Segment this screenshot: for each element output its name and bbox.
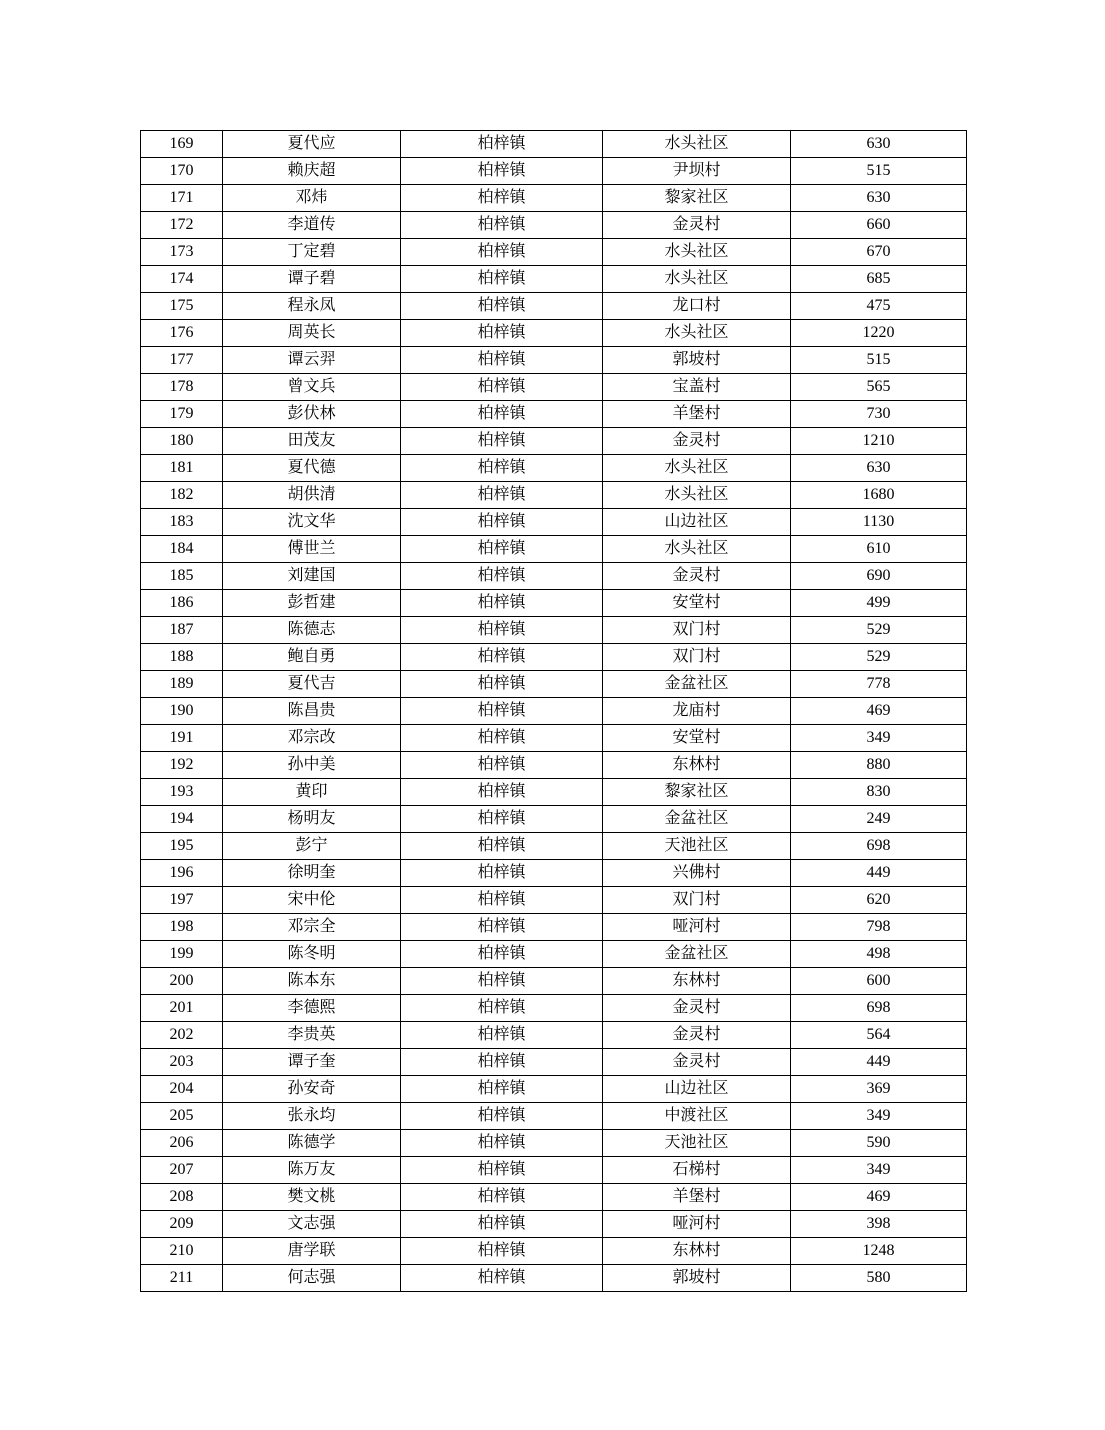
row-number-cell: 209 bbox=[141, 1211, 223, 1238]
name-cell: 周英长 bbox=[223, 320, 401, 347]
village-cell: 尹坝村 bbox=[603, 158, 791, 185]
village-cell: 水头社区 bbox=[603, 482, 791, 509]
amount-cell: 610 bbox=[791, 536, 967, 563]
row-number-cell: 178 bbox=[141, 374, 223, 401]
amount-cell: 798 bbox=[791, 914, 967, 941]
town-cell: 柏梓镇 bbox=[401, 131, 603, 158]
town-cell: 柏梓镇 bbox=[401, 185, 603, 212]
name-cell: 沈文华 bbox=[223, 509, 401, 536]
amount-cell: 565 bbox=[791, 374, 967, 401]
town-cell: 柏梓镇 bbox=[401, 536, 603, 563]
amount-cell: 590 bbox=[791, 1130, 967, 1157]
row-number-cell: 177 bbox=[141, 347, 223, 374]
amount-cell: 880 bbox=[791, 752, 967, 779]
amount-cell: 349 bbox=[791, 725, 967, 752]
name-cell: 宋中伦 bbox=[223, 887, 401, 914]
town-cell: 柏梓镇 bbox=[401, 725, 603, 752]
table-row bbox=[141, 239, 967, 266]
village-cell: 水头社区 bbox=[603, 239, 791, 266]
village-cell: 天池社区 bbox=[603, 833, 791, 860]
village-cell: 水头社区 bbox=[603, 266, 791, 293]
amount-cell: 449 bbox=[791, 1049, 967, 1076]
name-cell: 程永凤 bbox=[223, 293, 401, 320]
row-number-cell: 173 bbox=[141, 239, 223, 266]
table-row bbox=[141, 428, 967, 455]
village-cell: 东林村 bbox=[603, 752, 791, 779]
town-cell: 柏梓镇 bbox=[401, 617, 603, 644]
table-row bbox=[141, 806, 967, 833]
town-cell: 柏梓镇 bbox=[401, 1211, 603, 1238]
amount-cell: 349 bbox=[791, 1103, 967, 1130]
town-cell: 柏梓镇 bbox=[401, 266, 603, 293]
name-cell: 陈德志 bbox=[223, 617, 401, 644]
row-number-cell: 176 bbox=[141, 320, 223, 347]
village-cell: 水头社区 bbox=[603, 455, 791, 482]
town-cell: 柏梓镇 bbox=[401, 1049, 603, 1076]
town-cell: 柏梓镇 bbox=[401, 590, 603, 617]
town-cell: 柏梓镇 bbox=[401, 239, 603, 266]
town-cell: 柏梓镇 bbox=[401, 779, 603, 806]
row-number-cell: 202 bbox=[141, 1022, 223, 1049]
village-cell: 水头社区 bbox=[603, 536, 791, 563]
name-cell: 陈冬明 bbox=[223, 941, 401, 968]
amount-cell: 685 bbox=[791, 266, 967, 293]
amount-cell: 529 bbox=[791, 644, 967, 671]
table-row bbox=[141, 779, 967, 806]
amount-cell: 498 bbox=[791, 941, 967, 968]
name-cell: 邓炜 bbox=[223, 185, 401, 212]
amount-cell: 515 bbox=[791, 158, 967, 185]
amount-cell: 564 bbox=[791, 1022, 967, 1049]
town-cell: 柏梓镇 bbox=[401, 1130, 603, 1157]
table-row bbox=[141, 1157, 967, 1184]
name-cell: 谭子碧 bbox=[223, 266, 401, 293]
table-row bbox=[141, 833, 967, 860]
town-cell: 柏梓镇 bbox=[401, 752, 603, 779]
town-cell: 柏梓镇 bbox=[401, 563, 603, 590]
amount-cell: 1220 bbox=[791, 320, 967, 347]
amount-cell: 670 bbox=[791, 239, 967, 266]
village-cell: 山边社区 bbox=[603, 1076, 791, 1103]
row-number-cell: 195 bbox=[141, 833, 223, 860]
row-number-cell: 174 bbox=[141, 266, 223, 293]
name-cell: 刘建国 bbox=[223, 563, 401, 590]
name-cell: 夏代应 bbox=[223, 131, 401, 158]
amount-cell: 600 bbox=[791, 968, 967, 995]
table-row bbox=[141, 671, 967, 698]
table-row bbox=[141, 860, 967, 887]
village-cell: 金灵村 bbox=[603, 1049, 791, 1076]
name-cell: 夏代吉 bbox=[223, 671, 401, 698]
town-cell: 柏梓镇 bbox=[401, 941, 603, 968]
village-cell: 双门村 bbox=[603, 887, 791, 914]
name-cell: 文志强 bbox=[223, 1211, 401, 1238]
village-cell: 哑河村 bbox=[603, 1211, 791, 1238]
town-cell: 柏梓镇 bbox=[401, 887, 603, 914]
town-cell: 柏梓镇 bbox=[401, 509, 603, 536]
table-row bbox=[141, 887, 967, 914]
table-row bbox=[141, 617, 967, 644]
village-cell: 金灵村 bbox=[603, 212, 791, 239]
village-cell: 宝盖村 bbox=[603, 374, 791, 401]
village-cell: 天池社区 bbox=[603, 1130, 791, 1157]
records-table-body bbox=[141, 131, 967, 1292]
village-cell: 黎家社区 bbox=[603, 185, 791, 212]
table-row bbox=[141, 320, 967, 347]
amount-cell: 469 bbox=[791, 1184, 967, 1211]
row-number-cell: 191 bbox=[141, 725, 223, 752]
town-cell: 柏梓镇 bbox=[401, 1022, 603, 1049]
row-number-cell: 187 bbox=[141, 617, 223, 644]
village-cell: 郭坡村 bbox=[603, 347, 791, 374]
row-number-cell: 197 bbox=[141, 887, 223, 914]
table-row bbox=[141, 1265, 967, 1292]
table-row bbox=[141, 455, 967, 482]
records-table-container bbox=[140, 130, 967, 1292]
table-row bbox=[141, 752, 967, 779]
amount-cell: 698 bbox=[791, 833, 967, 860]
table-row bbox=[141, 1238, 967, 1265]
amount-cell: 449 bbox=[791, 860, 967, 887]
table-row bbox=[141, 1076, 967, 1103]
name-cell: 谭云羿 bbox=[223, 347, 401, 374]
row-number-cell: 188 bbox=[141, 644, 223, 671]
row-number-cell: 184 bbox=[141, 536, 223, 563]
village-cell: 郭坡村 bbox=[603, 1265, 791, 1292]
town-cell: 柏梓镇 bbox=[401, 455, 603, 482]
table-row bbox=[141, 1022, 967, 1049]
name-cell: 陈昌贵 bbox=[223, 698, 401, 725]
village-cell: 金灵村 bbox=[603, 563, 791, 590]
amount-cell: 469 bbox=[791, 698, 967, 725]
table-row bbox=[141, 131, 967, 158]
village-cell: 羊堡村 bbox=[603, 401, 791, 428]
row-number-cell: 199 bbox=[141, 941, 223, 968]
name-cell: 鲍自勇 bbox=[223, 644, 401, 671]
name-cell: 李贵英 bbox=[223, 1022, 401, 1049]
name-cell: 何志强 bbox=[223, 1265, 401, 1292]
name-cell: 张永均 bbox=[223, 1103, 401, 1130]
village-cell: 金盆社区 bbox=[603, 671, 791, 698]
village-cell: 东林村 bbox=[603, 968, 791, 995]
row-number-cell: 203 bbox=[141, 1049, 223, 1076]
town-cell: 柏梓镇 bbox=[401, 428, 603, 455]
village-cell: 中渡社区 bbox=[603, 1103, 791, 1130]
village-cell: 金盆社区 bbox=[603, 941, 791, 968]
row-number-cell: 190 bbox=[141, 698, 223, 725]
row-number-cell: 205 bbox=[141, 1103, 223, 1130]
row-number-cell: 206 bbox=[141, 1130, 223, 1157]
village-cell: 黎家社区 bbox=[603, 779, 791, 806]
amount-cell: 1210 bbox=[791, 428, 967, 455]
village-cell: 金灵村 bbox=[603, 428, 791, 455]
town-cell: 柏梓镇 bbox=[401, 320, 603, 347]
town-cell: 柏梓镇 bbox=[401, 158, 603, 185]
name-cell: 徐明奎 bbox=[223, 860, 401, 887]
town-cell: 柏梓镇 bbox=[401, 401, 603, 428]
row-number-cell: 196 bbox=[141, 860, 223, 887]
row-number-cell: 211 bbox=[141, 1265, 223, 1292]
table-row bbox=[141, 941, 967, 968]
town-cell: 柏梓镇 bbox=[401, 293, 603, 320]
table-row bbox=[141, 266, 967, 293]
row-number-cell: 170 bbox=[141, 158, 223, 185]
name-cell: 李道传 bbox=[223, 212, 401, 239]
row-number-cell: 204 bbox=[141, 1076, 223, 1103]
name-cell: 杨明友 bbox=[223, 806, 401, 833]
table-row bbox=[141, 590, 967, 617]
amount-cell: 830 bbox=[791, 779, 967, 806]
village-cell: 水头社区 bbox=[603, 131, 791, 158]
name-cell: 陈万友 bbox=[223, 1157, 401, 1184]
name-cell: 孙安奇 bbox=[223, 1076, 401, 1103]
village-cell: 兴佛村 bbox=[603, 860, 791, 887]
amount-cell: 475 bbox=[791, 293, 967, 320]
table-row bbox=[141, 725, 967, 752]
name-cell: 孙中美 bbox=[223, 752, 401, 779]
name-cell: 邓宗全 bbox=[223, 914, 401, 941]
row-number-cell: 201 bbox=[141, 995, 223, 1022]
village-cell: 金灵村 bbox=[603, 1022, 791, 1049]
name-cell: 彭宁 bbox=[223, 833, 401, 860]
village-cell: 水头社区 bbox=[603, 320, 791, 347]
name-cell: 陈本东 bbox=[223, 968, 401, 995]
table-row bbox=[141, 158, 967, 185]
village-cell: 羊堡村 bbox=[603, 1184, 791, 1211]
records-table bbox=[140, 130, 967, 1292]
town-cell: 柏梓镇 bbox=[401, 1103, 603, 1130]
table-row bbox=[141, 698, 967, 725]
amount-cell: 349 bbox=[791, 1157, 967, 1184]
amount-cell: 1130 bbox=[791, 509, 967, 536]
town-cell: 柏梓镇 bbox=[401, 347, 603, 374]
town-cell: 柏梓镇 bbox=[401, 482, 603, 509]
town-cell: 柏梓镇 bbox=[401, 1184, 603, 1211]
table-row bbox=[141, 644, 967, 671]
name-cell: 彭伏林 bbox=[223, 401, 401, 428]
table-row bbox=[141, 968, 967, 995]
name-cell: 唐学联 bbox=[223, 1238, 401, 1265]
village-cell: 山边社区 bbox=[603, 509, 791, 536]
amount-cell: 630 bbox=[791, 455, 967, 482]
town-cell: 柏梓镇 bbox=[401, 1076, 603, 1103]
table-row bbox=[141, 995, 967, 1022]
table-row bbox=[141, 563, 967, 590]
row-number-cell: 175 bbox=[141, 293, 223, 320]
village-cell: 东林村 bbox=[603, 1238, 791, 1265]
village-cell: 安堂村 bbox=[603, 590, 791, 617]
town-cell: 柏梓镇 bbox=[401, 860, 603, 887]
name-cell: 田茂友 bbox=[223, 428, 401, 455]
name-cell: 陈德学 bbox=[223, 1130, 401, 1157]
amount-cell: 515 bbox=[791, 347, 967, 374]
table-row bbox=[141, 1049, 967, 1076]
amount-cell: 1248 bbox=[791, 1238, 967, 1265]
name-cell: 樊文桃 bbox=[223, 1184, 401, 1211]
row-number-cell: 172 bbox=[141, 212, 223, 239]
name-cell: 曾文兵 bbox=[223, 374, 401, 401]
amount-cell: 398 bbox=[791, 1211, 967, 1238]
amount-cell: 660 bbox=[791, 212, 967, 239]
amount-cell: 630 bbox=[791, 131, 967, 158]
town-cell: 柏梓镇 bbox=[401, 374, 603, 401]
name-cell: 傅世兰 bbox=[223, 536, 401, 563]
town-cell: 柏梓镇 bbox=[401, 644, 603, 671]
village-cell: 哑河村 bbox=[603, 914, 791, 941]
row-number-cell: 210 bbox=[141, 1238, 223, 1265]
name-cell: 赖庆超 bbox=[223, 158, 401, 185]
name-cell: 黄印 bbox=[223, 779, 401, 806]
row-number-cell: 194 bbox=[141, 806, 223, 833]
table-row bbox=[141, 374, 967, 401]
row-number-cell: 183 bbox=[141, 509, 223, 536]
row-number-cell: 186 bbox=[141, 590, 223, 617]
row-number-cell: 198 bbox=[141, 914, 223, 941]
name-cell: 夏代德 bbox=[223, 455, 401, 482]
table-row bbox=[141, 401, 967, 428]
amount-cell: 580 bbox=[791, 1265, 967, 1292]
town-cell: 柏梓镇 bbox=[401, 968, 603, 995]
table-row bbox=[141, 1184, 967, 1211]
town-cell: 柏梓镇 bbox=[401, 671, 603, 698]
village-cell: 石梯村 bbox=[603, 1157, 791, 1184]
town-cell: 柏梓镇 bbox=[401, 914, 603, 941]
village-cell: 金盆社区 bbox=[603, 806, 791, 833]
row-number-cell: 171 bbox=[141, 185, 223, 212]
name-cell: 邓宗改 bbox=[223, 725, 401, 752]
table-row bbox=[141, 1103, 967, 1130]
table-row bbox=[141, 536, 967, 563]
table-row bbox=[141, 1211, 967, 1238]
town-cell: 柏梓镇 bbox=[401, 212, 603, 239]
amount-cell: 499 bbox=[791, 590, 967, 617]
row-number-cell: 169 bbox=[141, 131, 223, 158]
name-cell: 谭子奎 bbox=[223, 1049, 401, 1076]
row-number-cell: 179 bbox=[141, 401, 223, 428]
town-cell: 柏梓镇 bbox=[401, 698, 603, 725]
table-row bbox=[141, 212, 967, 239]
row-number-cell: 181 bbox=[141, 455, 223, 482]
amount-cell: 620 bbox=[791, 887, 967, 914]
name-cell: 胡供清 bbox=[223, 482, 401, 509]
row-number-cell: 192 bbox=[141, 752, 223, 779]
amount-cell: 249 bbox=[791, 806, 967, 833]
amount-cell: 698 bbox=[791, 995, 967, 1022]
table-row bbox=[141, 293, 967, 320]
row-number-cell: 208 bbox=[141, 1184, 223, 1211]
row-number-cell: 182 bbox=[141, 482, 223, 509]
name-cell: 彭哲建 bbox=[223, 590, 401, 617]
amount-cell: 730 bbox=[791, 401, 967, 428]
village-cell: 双门村 bbox=[603, 644, 791, 671]
town-cell: 柏梓镇 bbox=[401, 833, 603, 860]
village-cell: 龙口村 bbox=[603, 293, 791, 320]
row-number-cell: 189 bbox=[141, 671, 223, 698]
town-cell: 柏梓镇 bbox=[401, 995, 603, 1022]
amount-cell: 369 bbox=[791, 1076, 967, 1103]
amount-cell: 529 bbox=[791, 617, 967, 644]
name-cell: 丁定碧 bbox=[223, 239, 401, 266]
row-number-cell: 185 bbox=[141, 563, 223, 590]
amount-cell: 630 bbox=[791, 185, 967, 212]
row-number-cell: 180 bbox=[141, 428, 223, 455]
table-row bbox=[141, 914, 967, 941]
village-cell: 龙庙村 bbox=[603, 698, 791, 725]
amount-cell: 690 bbox=[791, 563, 967, 590]
row-number-cell: 200 bbox=[141, 968, 223, 995]
town-cell: 柏梓镇 bbox=[401, 1265, 603, 1292]
amount-cell: 1680 bbox=[791, 482, 967, 509]
amount-cell: 778 bbox=[791, 671, 967, 698]
table-row bbox=[141, 509, 967, 536]
table-row bbox=[141, 482, 967, 509]
table-row bbox=[141, 347, 967, 374]
row-number-cell: 207 bbox=[141, 1157, 223, 1184]
village-cell: 双门村 bbox=[603, 617, 791, 644]
row-number-cell: 193 bbox=[141, 779, 223, 806]
town-cell: 柏梓镇 bbox=[401, 806, 603, 833]
village-cell: 安堂村 bbox=[603, 725, 791, 752]
table-row bbox=[141, 1130, 967, 1157]
town-cell: 柏梓镇 bbox=[401, 1238, 603, 1265]
table-row bbox=[141, 185, 967, 212]
name-cell: 李德熙 bbox=[223, 995, 401, 1022]
village-cell: 金灵村 bbox=[603, 995, 791, 1022]
town-cell: 柏梓镇 bbox=[401, 1157, 603, 1184]
